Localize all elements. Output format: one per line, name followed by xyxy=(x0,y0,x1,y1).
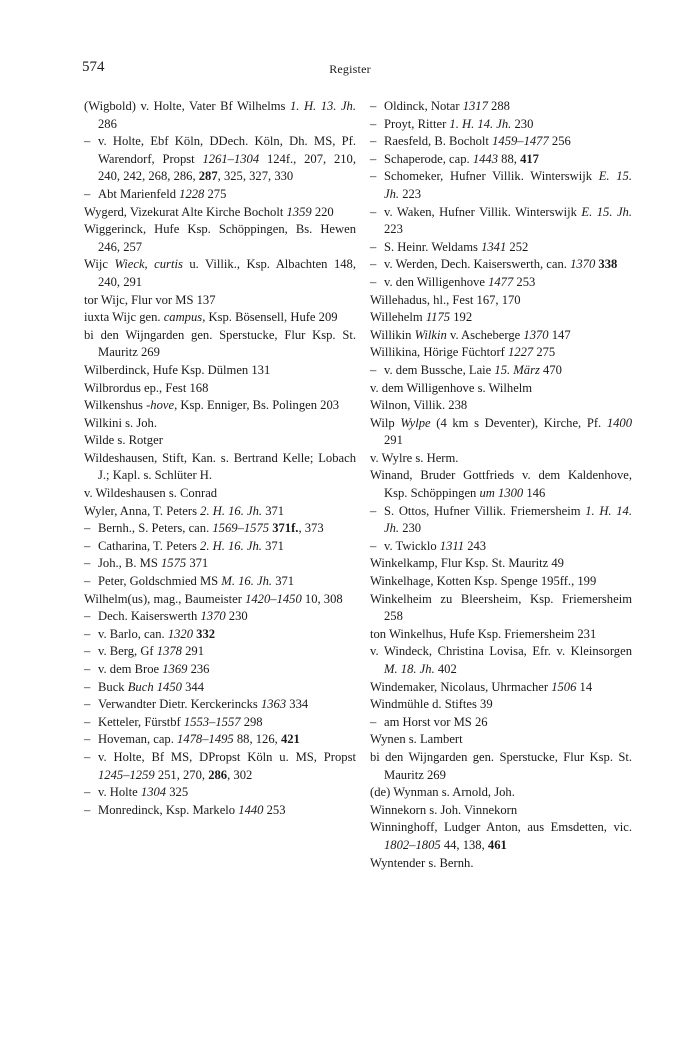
index-entry xyxy=(84,503,356,521)
entry-text: , 373 xyxy=(298,521,324,536)
entry-text: 88, xyxy=(498,151,521,166)
index-entry xyxy=(370,239,632,257)
index-entry xyxy=(370,802,632,820)
entry-text: Wildeshausen, Stift, Kan. s. Bertrand Kelle; Lobach J.; Kapl. s. Schlüter H. xyxy=(84,450,356,483)
index-entry xyxy=(84,309,356,327)
entry-italic-text: 1363 xyxy=(260,697,287,712)
index-entry xyxy=(370,344,632,362)
entry-italic-text: E. 15. Jh. xyxy=(384,169,632,201)
entry-italic-text: 15. März xyxy=(494,362,540,377)
index-entry xyxy=(370,679,632,697)
continuation-dash: – xyxy=(84,662,91,676)
index-entry xyxy=(370,98,632,116)
entry-italic-text: Wilkin xyxy=(414,327,447,342)
entry-italic-text: 1802–1805 xyxy=(384,837,441,852)
entry-text: Bernh., S. Peters, can. xyxy=(98,521,213,536)
entry-text: 371 xyxy=(261,538,284,553)
entry-italic-text: 1478–1495 xyxy=(177,732,234,747)
index-entry xyxy=(370,168,632,203)
page-number: 574 xyxy=(82,59,105,75)
entry-italic-text: 1. H. 13. Jh. xyxy=(289,99,356,113)
entry-italic-text: 1553–1557 xyxy=(183,714,241,729)
entry-text: Monredinck, Ksp. Markelo xyxy=(98,802,239,817)
entry-italic-text: 1. H. 14. Jh. xyxy=(449,116,512,131)
entry-text: 230 xyxy=(399,521,422,536)
entry-text: 402 xyxy=(434,662,457,676)
entry-text: Joh., B. MS xyxy=(98,556,161,571)
index-entry xyxy=(84,573,356,591)
entry-text: Winnekorn s. Joh. Vinnekorn xyxy=(370,802,518,817)
entry-italic-text: Buch 1450 xyxy=(127,679,182,694)
entry-italic-text: 1370 xyxy=(523,327,549,342)
entry-text: Ketteler, Fürstbf xyxy=(98,714,184,729)
entry-text: Dech. Kaiserswerth xyxy=(98,609,201,624)
continuation-dash: – xyxy=(84,714,91,729)
entry-text: 243 xyxy=(464,538,487,553)
entry-italic-text: 1317 xyxy=(462,99,488,113)
index-entry xyxy=(84,432,356,450)
continuation-dash: – xyxy=(370,714,377,729)
entry-italic-text: 1378 xyxy=(156,644,182,659)
continuation-dash: – xyxy=(370,503,377,518)
entry-text: 298 xyxy=(240,714,263,729)
entry-italic-text: 1341 xyxy=(481,239,507,254)
entry-text: Abt Marienfeld xyxy=(98,186,180,201)
entry-text: 124f., 207, 210, 240, 242, 268, 286, xyxy=(98,151,356,184)
continuation-dash: – xyxy=(84,538,91,553)
entry-italic-text: 1400 xyxy=(606,415,632,430)
index-entry xyxy=(370,362,632,380)
continuation-dash: – xyxy=(370,99,377,113)
entry-text: (4 km s Deventer), Kirche, Pf. xyxy=(430,415,607,430)
entry-text: Windemaker, Nicolaus, Uhrmacher xyxy=(370,679,552,694)
entry-text: 275 xyxy=(533,345,556,360)
index-entry xyxy=(84,292,356,310)
entry-text: (Wigbold) v. Holte, Vater Bf Wilhelms xyxy=(84,99,290,113)
entry-text: u. Villik., Ksp. Albachten 148, 240, 291 xyxy=(98,257,356,289)
entry-text: 223 xyxy=(384,222,403,237)
index-entry xyxy=(84,133,356,186)
entry-italic-text: 1359 xyxy=(286,204,312,219)
entry-italic-text: 1227 xyxy=(508,345,534,360)
entry-text: Windmühle d. Stiftes 39 xyxy=(370,697,493,712)
entry-text: 146 xyxy=(523,486,546,501)
continuation-dash: – xyxy=(84,749,91,764)
continuation-dash: – xyxy=(370,362,377,377)
entry-text: v. Windeck, Christina Lovisa, Efr. v. Kleinsorgen xyxy=(370,644,632,659)
entry-text: v. Ascheberge xyxy=(446,327,524,342)
entry-text: , Ksp. Bösensell, Hufe 209 xyxy=(202,310,338,325)
entry-italic-text: 1440 xyxy=(238,802,264,817)
index-entry xyxy=(84,362,356,380)
entry-text: S. Ottos, Hufner Villik. Friemersheim xyxy=(384,503,586,518)
entry-text: 325 xyxy=(166,785,189,800)
entry-italic-text: campus xyxy=(163,310,203,325)
entry-bold-page: 338 xyxy=(598,257,618,272)
entry-italic-text: M. 18. Jh. xyxy=(384,662,435,676)
index-entry xyxy=(370,819,632,854)
entry-italic-text: 1575 xyxy=(161,556,187,571)
index-entry xyxy=(370,309,632,327)
entry-text: Wynen s. Lambert xyxy=(370,732,463,747)
entry-text: tor Wijc, Flur vor MS 137 xyxy=(84,292,216,307)
entry-italic-text: 2. H. 16. Jh. xyxy=(200,503,263,518)
entry-text: 275 xyxy=(204,186,227,201)
continuation-dash: – xyxy=(84,802,91,817)
entry-text: v. dem Bussche, Laie xyxy=(384,362,495,377)
entry-text: 10, 308 xyxy=(301,591,343,606)
entry-text: Wilnon, Villik. 238 xyxy=(370,398,468,413)
entry-text: am Horst vor MS 26 xyxy=(384,714,488,729)
entry-bold-page: 287 xyxy=(198,169,218,184)
index-entry xyxy=(84,696,356,714)
index-entry xyxy=(370,274,632,292)
index-entry xyxy=(370,696,632,714)
entry-italic-text: Wieck, curtis xyxy=(114,257,183,272)
entry-text: Wiggerinck, Hufe Ksp. Schöppingen, Bs. Hewen 246, 257 xyxy=(84,222,356,254)
entry-text: Willehadus, hl., Fest 167, 170 xyxy=(370,292,521,307)
entry-text: 371 xyxy=(186,556,209,571)
index-entry xyxy=(370,380,632,398)
entry-italic-text: 1370 xyxy=(200,609,226,624)
index-entry xyxy=(84,608,356,626)
continuation-dash: – xyxy=(370,151,377,166)
entry-text: v. Waken, Hufner Villik. Winterswijk xyxy=(384,204,582,219)
index-entry xyxy=(370,749,632,784)
entry-italic-text: 1370 xyxy=(570,257,596,272)
continuation-dash: – xyxy=(84,785,91,800)
entry-text: , 325, 327, 330 xyxy=(217,169,294,184)
index-entry xyxy=(370,555,632,573)
continuation-dash: – xyxy=(84,626,91,641)
entry-text: v. Holte, Bf MS, DPropst Köln u. MS, Propst xyxy=(98,749,356,764)
entry-text: 147 xyxy=(548,327,571,342)
continuation-dash: – xyxy=(370,116,377,131)
entry-text: S. Heinr. Weldams xyxy=(384,239,482,254)
index-entry xyxy=(84,415,356,433)
index-entry xyxy=(370,133,632,151)
entry-text: Winkelkamp, Flur Ksp. St. Mauritz 49 xyxy=(370,556,564,571)
entry-text: Wilberdinck, Hufe Ksp. Dülmen 131 xyxy=(84,362,271,377)
continuation-dash: – xyxy=(370,169,377,184)
entry-text: 230 xyxy=(511,116,534,131)
entry-text: v. Wylre s. Herm. xyxy=(370,450,459,465)
index-entry xyxy=(370,450,632,468)
entry-text: Wyler, Anna, T. Peters xyxy=(84,503,201,518)
index-entry xyxy=(84,538,356,556)
entry-text: Peter, Goldschmied MS xyxy=(98,574,222,589)
entry-bold-page: 286 xyxy=(208,767,228,782)
entry-text: Wilde s. Rotger xyxy=(84,433,163,448)
entry-text: 236 xyxy=(187,662,210,676)
index-entry xyxy=(370,573,632,591)
index-entry xyxy=(84,555,356,573)
index-entry xyxy=(370,467,632,502)
entry-italic-text: 2. H. 16. Jh. xyxy=(200,538,262,553)
entry-text: Raesfeld, B. Bocholt xyxy=(384,134,493,149)
entry-text: 344 xyxy=(181,679,204,694)
index-entry xyxy=(84,186,356,204)
entry-text: 334 xyxy=(286,697,309,712)
entry-bold-page: 417 xyxy=(520,151,539,166)
entry-text: Schaperode, cap. xyxy=(384,151,473,166)
entry-text: bi den Wijngarden gen. Sperstucke, Flur Ksp. St. Mauritz 269 xyxy=(84,327,356,360)
index-entry xyxy=(84,520,356,538)
index-entry xyxy=(370,643,632,678)
index-entry xyxy=(370,503,632,538)
entry-text: 192 xyxy=(450,310,473,325)
entry-text: 291 xyxy=(384,433,403,448)
entry-text: Oldinck, Notar xyxy=(384,99,463,113)
entry-text: 88, 126, xyxy=(233,732,281,747)
index-entry xyxy=(84,380,356,398)
entry-text: Wilp xyxy=(370,415,401,430)
index-entry xyxy=(84,98,356,133)
index-entry xyxy=(84,450,356,485)
index-entry xyxy=(370,731,632,749)
entry-italic-text: 1228 xyxy=(179,186,205,201)
entry-text: 286 xyxy=(98,116,117,131)
index-entry xyxy=(370,626,632,644)
entry-text: 14 xyxy=(576,679,593,694)
entry-text: 252 xyxy=(506,239,529,254)
entry-text: Buck xyxy=(98,679,128,694)
index-entry xyxy=(370,397,632,415)
index-entry xyxy=(84,485,356,503)
continuation-dash: – xyxy=(84,134,91,149)
entry-italic-text: 1175 xyxy=(425,310,451,325)
entry-italic-text: 1459–1477 xyxy=(492,134,549,149)
running-head: Register xyxy=(329,62,371,76)
entry-text: , Ksp. Enniger, Bs. Polingen 203 xyxy=(174,398,340,413)
continuation-dash: – xyxy=(84,521,91,536)
entry-text: 251, 270, xyxy=(154,767,209,782)
entry-italic-text: E. 15. Jh. xyxy=(581,204,632,219)
index-entry xyxy=(84,643,356,661)
continuation-dash: – xyxy=(370,538,377,553)
index-entry xyxy=(370,784,632,802)
entry-italic-text: 1477 xyxy=(488,274,514,289)
index-entry xyxy=(84,661,356,679)
entry-italic-text: 1245–1259 xyxy=(98,767,155,782)
index-entry xyxy=(370,415,632,450)
entry-text: iuxta Wijc gen. xyxy=(84,310,164,325)
entry-text: 470 xyxy=(539,362,562,377)
entry-italic-text: 1443 xyxy=(472,151,499,166)
index-entry xyxy=(84,397,356,415)
index-entry xyxy=(84,714,356,732)
entry-text: v. Wildeshausen s. Conrad xyxy=(84,486,218,501)
entry-text: 291 xyxy=(181,644,204,659)
entry-italic-text: 1311 xyxy=(439,538,465,553)
entry-text: v. Twicklo xyxy=(384,538,440,553)
index-entry xyxy=(370,538,632,556)
index-entry xyxy=(84,221,356,256)
entry-italic-text: 1506 xyxy=(551,679,577,694)
entry-italic-text: um 1300 xyxy=(479,486,524,501)
entry-text: ton Winkelhus, Hufe Ksp. Friemersheim 231 xyxy=(370,626,597,641)
entry-text: 371 xyxy=(272,574,295,589)
continuation-dash: – xyxy=(84,679,91,694)
entry-text: Winand, Bruder Gottfrieds v. dem Kaldenhove, Ksp. Schöppingen xyxy=(370,468,632,501)
entry-text: v. Holte xyxy=(98,785,141,800)
continuation-dash: – xyxy=(370,257,377,272)
entry-text: 371 xyxy=(262,503,285,518)
index-entry xyxy=(84,784,356,802)
entry-text: Verwandter Dietr. Kerckerincks xyxy=(98,697,261,712)
entry-italic-text: -hove xyxy=(146,398,175,413)
entry-italic-text: 1304 xyxy=(140,785,167,800)
index-entry xyxy=(84,327,356,362)
entry-text: v. dem Broe xyxy=(98,662,163,676)
entry-text: 223 xyxy=(399,186,422,201)
entry-text: 220 xyxy=(311,204,334,219)
index-column-left xyxy=(84,98,356,819)
entry-text: Catharina, T. Peters xyxy=(98,538,201,553)
entry-text: 253 xyxy=(513,274,536,289)
entry-italic-text: 1320 xyxy=(167,626,194,641)
entry-bold-page: 461 xyxy=(487,837,507,852)
entry-text: bi den Wijngarden gen. Sperstucke, Flur Ksp. St. Mauritz 269 xyxy=(370,749,632,782)
index-entry xyxy=(84,802,356,820)
entry-text: 256 xyxy=(548,134,571,149)
entry-text: Wygerd, Vizekurat Alte Kirche Bocholt xyxy=(84,204,287,219)
entry-text: Willehelm xyxy=(370,310,426,325)
index-entry xyxy=(84,731,356,749)
entry-italic-text: 1. H. 14. Jh. xyxy=(384,503,633,536)
entry-text: Hoveman, cap. xyxy=(98,732,178,747)
index-entry xyxy=(370,714,632,732)
entry-italic-text: M. 16. Jh. xyxy=(221,574,273,589)
entry-italic-text: 1369 xyxy=(162,662,188,676)
index-entry xyxy=(370,327,632,345)
index-entry xyxy=(370,292,632,310)
continuation-dash: – xyxy=(370,239,377,254)
entry-text: 230 xyxy=(225,609,248,624)
entry-bold-page: 332 xyxy=(196,626,216,641)
entry-text: 44, 138, xyxy=(440,837,488,852)
continuation-dash: – xyxy=(84,556,91,571)
entry-text: Winkelheim zu Bleersheim, Ksp. Friemersheim 258 xyxy=(370,591,632,624)
entry-bold-page: 371f. xyxy=(272,521,299,536)
index-entry xyxy=(370,256,632,274)
entry-text: Winninghoff, Ludger Anton, aus Emsdetten, vic. xyxy=(370,820,632,835)
entry-text: Willikina, Hörige Füchtorf xyxy=(370,345,508,360)
index-entry xyxy=(370,855,632,873)
continuation-dash: – xyxy=(370,134,377,149)
entry-text: Wilkenshus xyxy=(84,398,147,413)
entry-text: v. Holte, Ebf Köln, DDech. Köln, Dh. MS, Pf. Warendorf, Propst xyxy=(98,134,356,166)
entry-text: 288 xyxy=(487,99,510,113)
entry-text: Wilhelm(us), mag., Baumeister xyxy=(84,591,246,606)
entry-text: v. Berg, Gf xyxy=(98,644,157,659)
continuation-dash: – xyxy=(84,732,91,747)
entry-bold-page: 421 xyxy=(280,732,300,747)
continuation-dash: – xyxy=(84,697,91,712)
entry-text: Winkelhage, Kotten Ksp. Spenge 195ff., 199 xyxy=(370,574,597,589)
index-entry xyxy=(370,151,632,169)
index-entry xyxy=(84,204,356,222)
index-entry xyxy=(370,204,632,239)
entry-text: v. den Willigenhove xyxy=(384,274,489,289)
index-entry xyxy=(84,256,356,291)
entry-text: Proyt, Ritter xyxy=(384,116,450,131)
entry-text: Willikin xyxy=(370,327,415,342)
entry-text: Wilkini s. Joh. xyxy=(84,415,157,430)
entry-text: , 302 xyxy=(227,767,253,782)
entry-text: 253 xyxy=(263,802,286,817)
index-entry xyxy=(84,626,356,644)
entry-italic-text: Wylpe xyxy=(400,415,431,430)
continuation-dash: – xyxy=(84,574,91,589)
entry-text: Schomeker, Hufner Villik. Winterswijk xyxy=(384,169,599,184)
entry-text: Wijc xyxy=(84,257,115,272)
index-entry xyxy=(84,591,356,609)
index-entry xyxy=(370,591,632,626)
continuation-dash: – xyxy=(370,204,377,219)
entry-italic-text: 1261–1304 xyxy=(202,151,260,166)
entry-text: Wilbrordus ep., Fest 168 xyxy=(84,380,209,395)
continuation-dash: – xyxy=(84,644,91,659)
entry-text: v. Werden, Dech. Kaiserswerth, can. xyxy=(384,257,571,272)
entry-text: v. Barlo, can. xyxy=(98,626,168,641)
index-entry xyxy=(84,679,356,697)
entry-text: (de) Wynman s. Arnold, Joh. xyxy=(370,785,515,800)
entry-text: Wyntender s. Bernh. xyxy=(370,855,474,870)
index-entry xyxy=(370,116,632,134)
entry-text: v. dem Willigenhove s. Wilhelm xyxy=(370,380,533,395)
entry-italic-text: 1420–1450 xyxy=(245,591,302,606)
continuation-dash: – xyxy=(84,609,91,624)
continuation-dash: – xyxy=(370,274,377,289)
continuation-dash: – xyxy=(84,186,91,201)
index-column-right xyxy=(370,98,632,872)
entry-italic-text: 1569–1575 xyxy=(212,521,270,536)
index-entry xyxy=(84,749,356,784)
